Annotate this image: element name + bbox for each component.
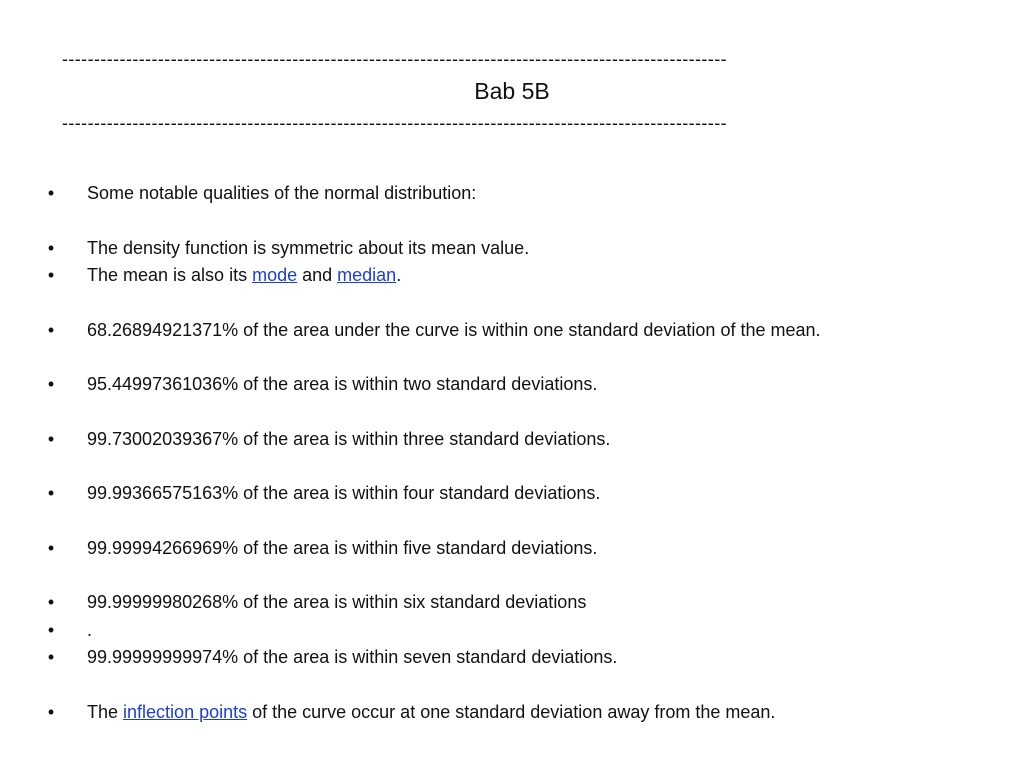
- list-item-text: 99.73002039367% of the area is within three standard deviations.: [87, 428, 611, 449]
- list-item: [44, 317, 1004, 345]
- list-item-text: .: [87, 619, 93, 640]
- bullet-icon: •: [47, 428, 55, 449]
- blank-line: [44, 508, 1004, 535]
- list-item-text: of the curve occur at one standard deviation away from the mean.: [247, 701, 776, 722]
- list-item: [44, 180, 1004, 208]
- blank-line: [44, 399, 1004, 426]
- bullet-icon: •: [47, 265, 55, 285]
- list-item-text: 99.99999980268% of the area is within six standard deviations: [87, 592, 587, 612]
- list-item: [44, 699, 1004, 727]
- dashed-rule-top: --------------------------------------------------------------------------------------------------------: [62, 49, 727, 69]
- bullet-icon: •: [47, 483, 55, 503]
- list-item: [44, 589, 1004, 617]
- mode-link[interactable]: mode: [252, 265, 298, 285]
- bullet-icon: •: [47, 374, 55, 394]
- slide-header: [0, 48, 1024, 134]
- blank-line: [44, 562, 1004, 589]
- bullet-icon: •: [47, 183, 55, 203]
- list-item-text: 99.99999999974% of the area is within seven standard deviations.: [87, 647, 618, 667]
- list-item: [44, 426, 1004, 454]
- list-item: [44, 535, 1004, 563]
- list-item: [44, 644, 1004, 672]
- blank-line: [44, 453, 1004, 480]
- list-item: [44, 371, 1004, 399]
- blank-line: [44, 208, 1004, 235]
- list-item-text: 95.44997361036% of the area is within two standard deviations.: [87, 374, 598, 394]
- bullet-icon: •: [47, 319, 55, 340]
- blank-line: [44, 344, 1004, 371]
- inflection-points-link[interactable]: inflection points: [123, 701, 248, 722]
- bullet-icon: •: [47, 647, 55, 667]
- slide-title: Bab 5B: [474, 78, 550, 104]
- list-item-text: 68.26894921371% of the area under the curve is within one standard deviation of the mean.: [87, 319, 821, 340]
- list-item: [44, 262, 1004, 290]
- list-item-text: The: [87, 701, 124, 722]
- dashed-rule-bottom: --------------------------------------------------------------------------------------------------------: [62, 113, 727, 133]
- list-item-text: 99.99994266969% of the area is within five standard deviations.: [87, 537, 598, 558]
- median-link[interactable]: median: [337, 265, 397, 285]
- list-item-text: Some notable qualities of the normal distribution:: [87, 183, 477, 203]
- list-item: [44, 235, 1004, 263]
- list-item-text: The density function is symmetric about its mean value.: [87, 237, 530, 258]
- bullet-list: [44, 180, 1004, 726]
- bullet-icon: •: [47, 537, 55, 558]
- list-item: [44, 480, 1004, 508]
- bullet-icon: •: [47, 701, 55, 722]
- list-item: [44, 617, 1004, 645]
- list-item-text: .: [396, 265, 402, 285]
- list-item-text: The mean is also its: [87, 265, 253, 285]
- blank-line: [44, 672, 1004, 699]
- bullet-icon: •: [47, 592, 55, 612]
- bullet-icon: •: [47, 237, 55, 258]
- bullet-icon: •: [47, 619, 55, 640]
- list-item-text: 99.99366575163% of the area is within four standard deviations.: [87, 483, 601, 503]
- blank-line: [44, 290, 1004, 317]
- list-item-text: and: [297, 265, 338, 285]
